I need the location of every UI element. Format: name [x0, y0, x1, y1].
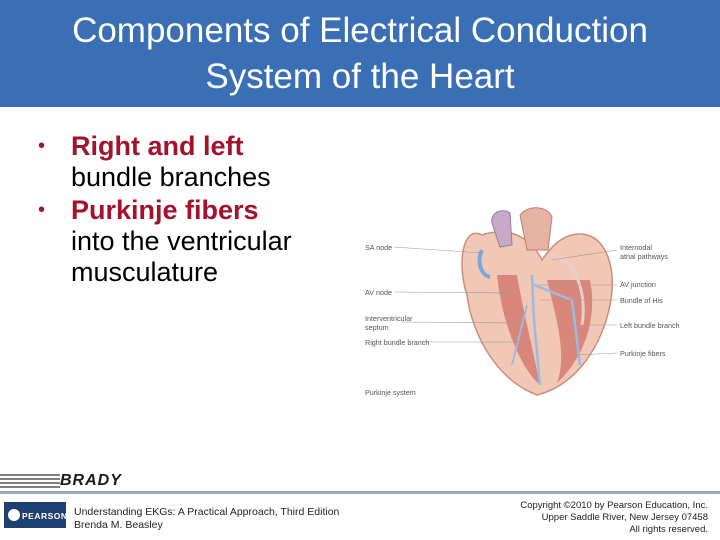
pearson-mark-icon [7, 508, 21, 522]
bullet-bold-text: Right and left [71, 131, 244, 161]
copyright-line: All rights reserved. [629, 524, 708, 535]
book-author: Brenda M. Beasley [74, 519, 163, 531]
pearson-logo-text: PEARSON [22, 511, 68, 521]
bullet-list [38, 131, 358, 290]
bullet-dot-icon: • [38, 199, 46, 221]
label-left-bundle-branch: Left bundle branch [620, 321, 680, 330]
footer-divider [0, 491, 720, 494]
bullet-item [38, 195, 358, 288]
label-sa-node: SA node [365, 243, 393, 252]
bullet-text: musculature [71, 257, 219, 287]
label-septum: septum [365, 323, 389, 332]
label-purkinje-system: Purkinje system [365, 388, 416, 397]
book-citation [74, 506, 339, 532]
label-av-node: AV node [365, 288, 393, 297]
slide-title [0, 8, 720, 100]
bullet-text: into the ventricular [71, 226, 292, 256]
label-bundle-of-his: Bundle of His [620, 296, 663, 305]
slide-title-line-1: Components of Electrical Conduction [72, 11, 648, 50]
bullet-dot-icon: • [38, 135, 46, 157]
bullet-item [38, 131, 358, 193]
label-interventricular: Interventricular [365, 314, 413, 323]
bullet-bold-text: Purkinje fibers [71, 195, 259, 225]
brady-logo: BRADY [60, 472, 122, 489]
label-right-bundle-branch: Right bundle branch [365, 338, 430, 347]
label-internodal: Internodal [620, 243, 652, 252]
book-title: Understanding EKGs: A Practical Approach, Third Edition [74, 506, 340, 518]
copyright-notice [520, 500, 708, 536]
pearson-logo [4, 502, 66, 528]
label-av-junction: AV junction [620, 280, 656, 289]
copyright-line: Upper Saddle River, New Jersey 07458 [541, 512, 708, 523]
label-purkinje-fibers: Purkinje fibers [620, 349, 666, 358]
bullet-text: bundle branches [71, 162, 271, 192]
heart-illustration [462, 208, 612, 395]
heart-conduction-diagram [362, 205, 692, 405]
slide-title-line-2: System of the Heart [205, 57, 515, 96]
copyright-line: Copyright ©2010 by Pearson Education, Inc. [520, 500, 708, 511]
label-atrial-pathways: atrial pathways [620, 252, 668, 261]
